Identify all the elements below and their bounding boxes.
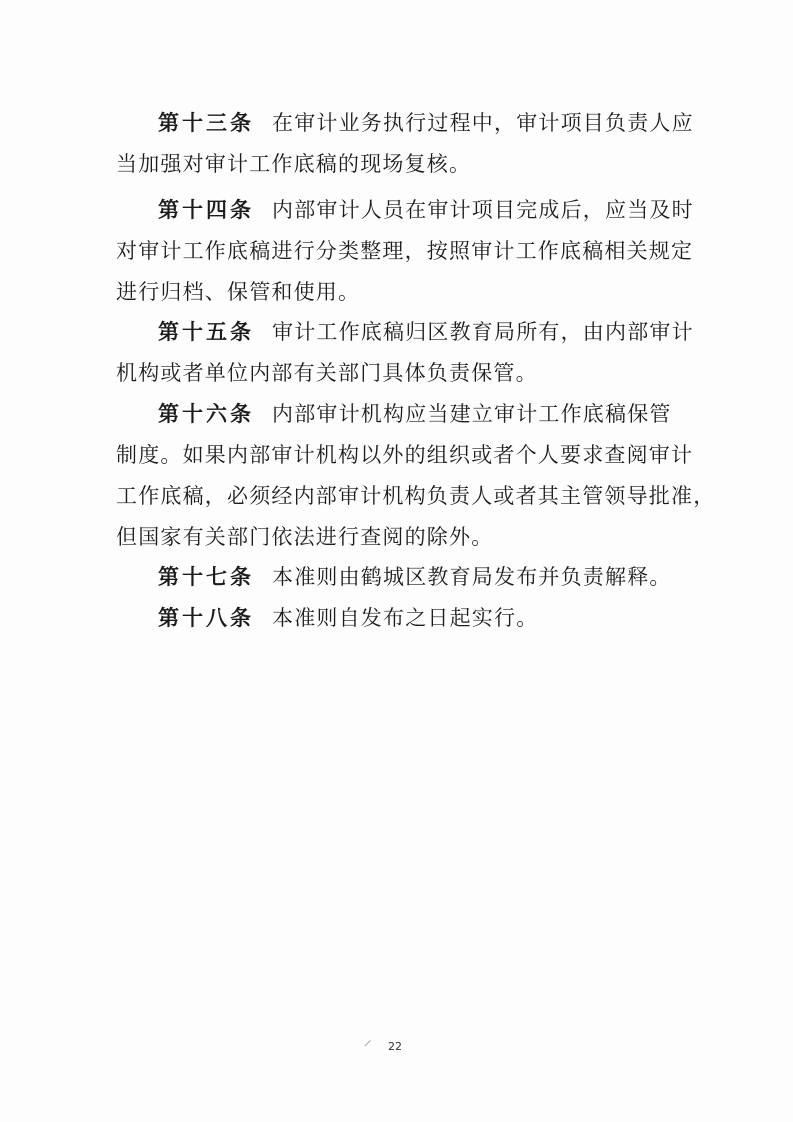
article-18 [116, 598, 676, 639]
article-text: 审计工作底稿归区教育局所有，由内部审计 [272, 320, 694, 344]
article-text: 本准则由鹤城区教育局发布并负责解释。 [272, 565, 672, 589]
article-label: 第十七条 [158, 565, 254, 589]
article-text: 机构或者单位内部有关部门具体负责保管。 [116, 361, 538, 385]
article-first-line [116, 394, 676, 435]
article-17 [116, 557, 676, 598]
page-number: 22 [388, 1040, 402, 1053]
article-first-line [116, 312, 694, 353]
article-text: 内部审计机构应当建立审计工作底稿保管 [272, 402, 672, 426]
article-first-line [116, 103, 694, 144]
article-label: 第十六条 [158, 402, 254, 426]
article-first-line [116, 190, 694, 231]
article-first-line [116, 557, 676, 598]
article-label: 第十三条 [158, 111, 254, 135]
article-16 [116, 394, 716, 558]
article-text: 内部审计人员在审计项目完成后，应当及时 [272, 198, 694, 222]
article-14 [116, 190, 694, 313]
article-first-line [116, 598, 676, 639]
article-text: 对审计工作底稿进行分类整理，按照审计工作底稿相关规定 [116, 239, 694, 263]
article-label: 第十五条 [158, 320, 254, 344]
article-text: 工作底稿，必须经内部审计机构负责人或者其主管领导批准， [116, 484, 716, 508]
article-15 [116, 312, 694, 394]
article-text: 本准则自发布之日起实行。 [272, 606, 539, 630]
scan-mark [364, 1040, 376, 1052]
article-label: 第十四条 [158, 198, 254, 222]
article-text: 但国家有关部门依法进行查阅的除外。 [116, 525, 494, 549]
article-text: 进行归档、保管和使用。 [116, 280, 361, 304]
article-13 [116, 103, 694, 185]
article-text: 制度。如果内部审计机构以外的组织或者个人要求查阅审计 [116, 443, 694, 467]
article-text: 当加强对审计工作底稿的现场复核。 [116, 152, 472, 176]
article-label: 第十八条 [158, 606, 254, 630]
article-text: 在审计业务执行过程中，审计项目负责人应 [272, 111, 694, 135]
